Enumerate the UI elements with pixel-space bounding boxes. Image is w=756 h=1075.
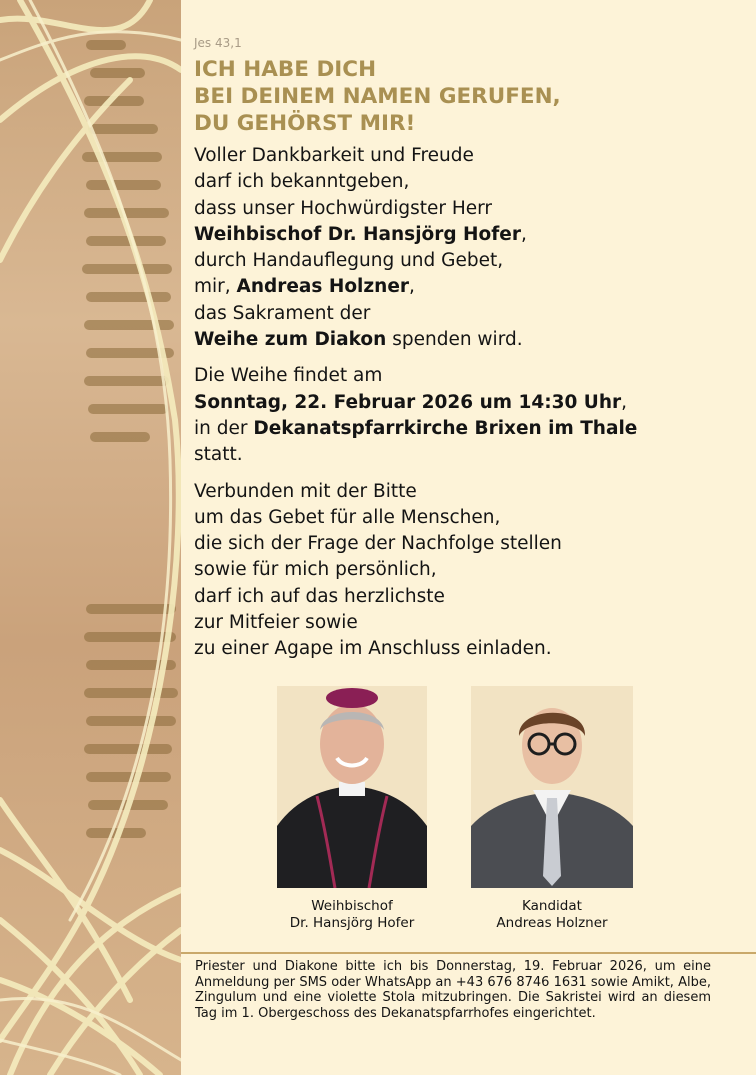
bishop-portrait-image [277,686,427,888]
text-line: zur Mitfeier sowie [194,612,358,634]
candidate-photo [471,686,633,888]
event-datetime: Sonntag, 22. Februar 2026 um 14:30 Uhr [194,391,622,413]
announcement-paragraph [194,143,734,353]
text-line [194,222,734,248]
candidate-caption [471,898,633,932]
punctuation: , [621,391,627,413]
bishop-name: Weihbischof Dr. Hansjörg Hofer [194,223,521,245]
candidate-name: Andreas Holzner [236,276,410,298]
text-line [194,274,734,300]
text-line: zu einer Agape im Anschluss einladen. [194,638,552,660]
bishop-portrait-card [277,686,427,932]
text-line [194,390,734,416]
registration-notice: Priester und Diakone bitte ich bis Donnerstag, 19. Februar 2026, um eine Anmeldung per SMS oder WhatsApp an +43 676 8746 1631 sowie Amikt, Albe, Zingulum und eine violette Stola mitzubringen. Die Sakristei wird an diesem Tag im 1. Obergeschoss des Dekanatspfarrhofes eingerichtet. [195,959,711,1021]
bishop-caption [277,898,427,932]
text-line: sowie für mich persönlich, [194,559,437,581]
candidate-portrait-card [471,686,633,932]
invitation-paragraph [194,479,734,663]
candidate-portrait-image [471,686,633,888]
woven-pattern-graphic [0,0,181,1075]
decorative-side-artwork [0,0,181,1075]
ordination-name: Weihe zum Diakon [194,329,387,351]
main-content [194,36,734,673]
caption-title: Weihbischof [311,898,393,914]
headline [194,56,734,137]
text-line: Voller Dankbarkeit und Freude [194,145,474,166]
text-span: spenden wird. [386,329,523,351]
caption-name: Dr. Hansjörg Hofer [289,915,415,931]
text-line: dass unser Hochwürdigster Herr [194,197,493,219]
text-line: Die Weihe findet am [194,365,383,387]
text-line: darf ich auf das herzlichste [194,585,445,607]
church-name: Dekanatspfarrkirche Brixen im Thale [253,417,638,439]
text-line: die sich der Frage der Nachfolge stellen [194,533,562,555]
bishop-photo [277,686,427,888]
text-span: mir, [194,276,237,298]
caption-name: Andreas Holzner [496,915,608,931]
text-line [194,327,734,353]
text-line: Verbunden mit der Bitte [194,480,417,502]
event-paragraph [194,363,734,468]
text-line [194,416,734,442]
caption-title: Kandidat [522,898,582,914]
punctuation: , [520,223,527,245]
headline-line: ICH HABE DICH [194,57,377,82]
text-line: um das Gebet für alle Menschen, [194,506,501,528]
text-span: in der [194,417,254,439]
bible-reference: Jes 43,1 [194,36,242,50]
text-line: statt. [194,444,243,466]
text-line: das Sakrament der [194,302,371,324]
headline-line: BEI DEINEM NAMEN GERUFEN, [194,84,561,109]
text-line: darf ich bekanntgeben, [194,171,410,193]
headline-line: DU GEHÖRST MIR! [194,111,416,136]
text-line: durch Handauflegung und Gebet, [194,250,504,272]
divider-line [181,952,756,954]
punctuation: , [409,276,415,298]
